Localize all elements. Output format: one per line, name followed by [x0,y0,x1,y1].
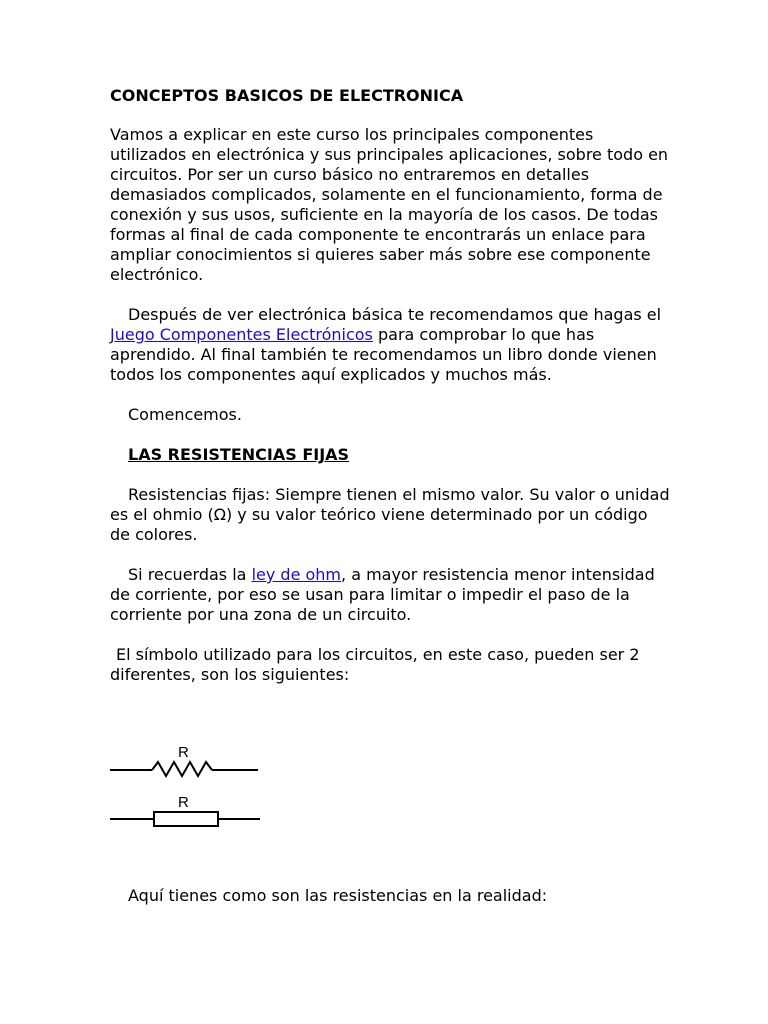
ohm-law-paragraph [110,565,670,625]
intro-paragraph: Vamos a explicar en este curso los principales componentes utilizados en electrónica y sus principales aplicaciones, sobre todo en circuitos. Por ser un curso básico no entraremos en detalles demasiados complicados, solamente en el funcionamiento, forma de conexión y sus usos, suficiente en la mayoría de los casos. De todas formas al final de cada componente te encontrarás un enlace para ampliar conocimientos si quieres saber más sobre ese componente electrónico. [110,125,669,284]
recommendation-paragraph [110,305,670,385]
zigzag-resistor-symbol [110,762,258,776]
ley-de-ohm-link[interactable]: ley de ohm [251,565,342,584]
symbol-paragraph: El símbolo utilizado para los circuitos, en este caso, pueden ser 2 diferentes, son los siguientes: [110,645,640,684]
ohm-law-text-before: Si recuerdas la [128,565,252,584]
juego-componentes-link[interactable]: Juego Componentes Electrónicos [110,325,373,344]
resistencias-fijas-paragraph: Resistencias fijas: Siempre tienen el mismo valor. Su valor o unidad es el ohmio (Ω) y su valor teórico viene determinado por un código de colores. [110,485,670,544]
section-heading-resistencias-fijas: LAS RESISTENCIAS FIJAS [128,445,350,464]
box-resistor-symbol [110,812,260,826]
document-body [110,86,670,705]
recommendation-text-after: para comprobar lo que has aprendido. Al final también te recomendamos un libro donde vienen todos los componentes aquí explicados y muchos más. [110,325,657,384]
resistor-symbols-figure [108,740,268,830]
recommendation-text-before: Después de ver electrónica básica te recomendamos que hagas el [128,305,662,324]
start-paragraph: Comencemos. [128,405,242,424]
reality-paragraph: Aquí tienes como son las resistencias en la realidad: [128,886,548,905]
document-title: CONCEPTOS BASICOS DE ELECTRONICA [110,86,464,105]
zigzag-resistor-label: R [178,744,189,761]
box-resistor-label: R [178,794,189,811]
ohm-law-text-after: , a mayor resistencia menor intensidad de corriente, por eso se usan para limitar o impedir el paso de la corriente por una zona de un circuito. [110,565,655,624]
